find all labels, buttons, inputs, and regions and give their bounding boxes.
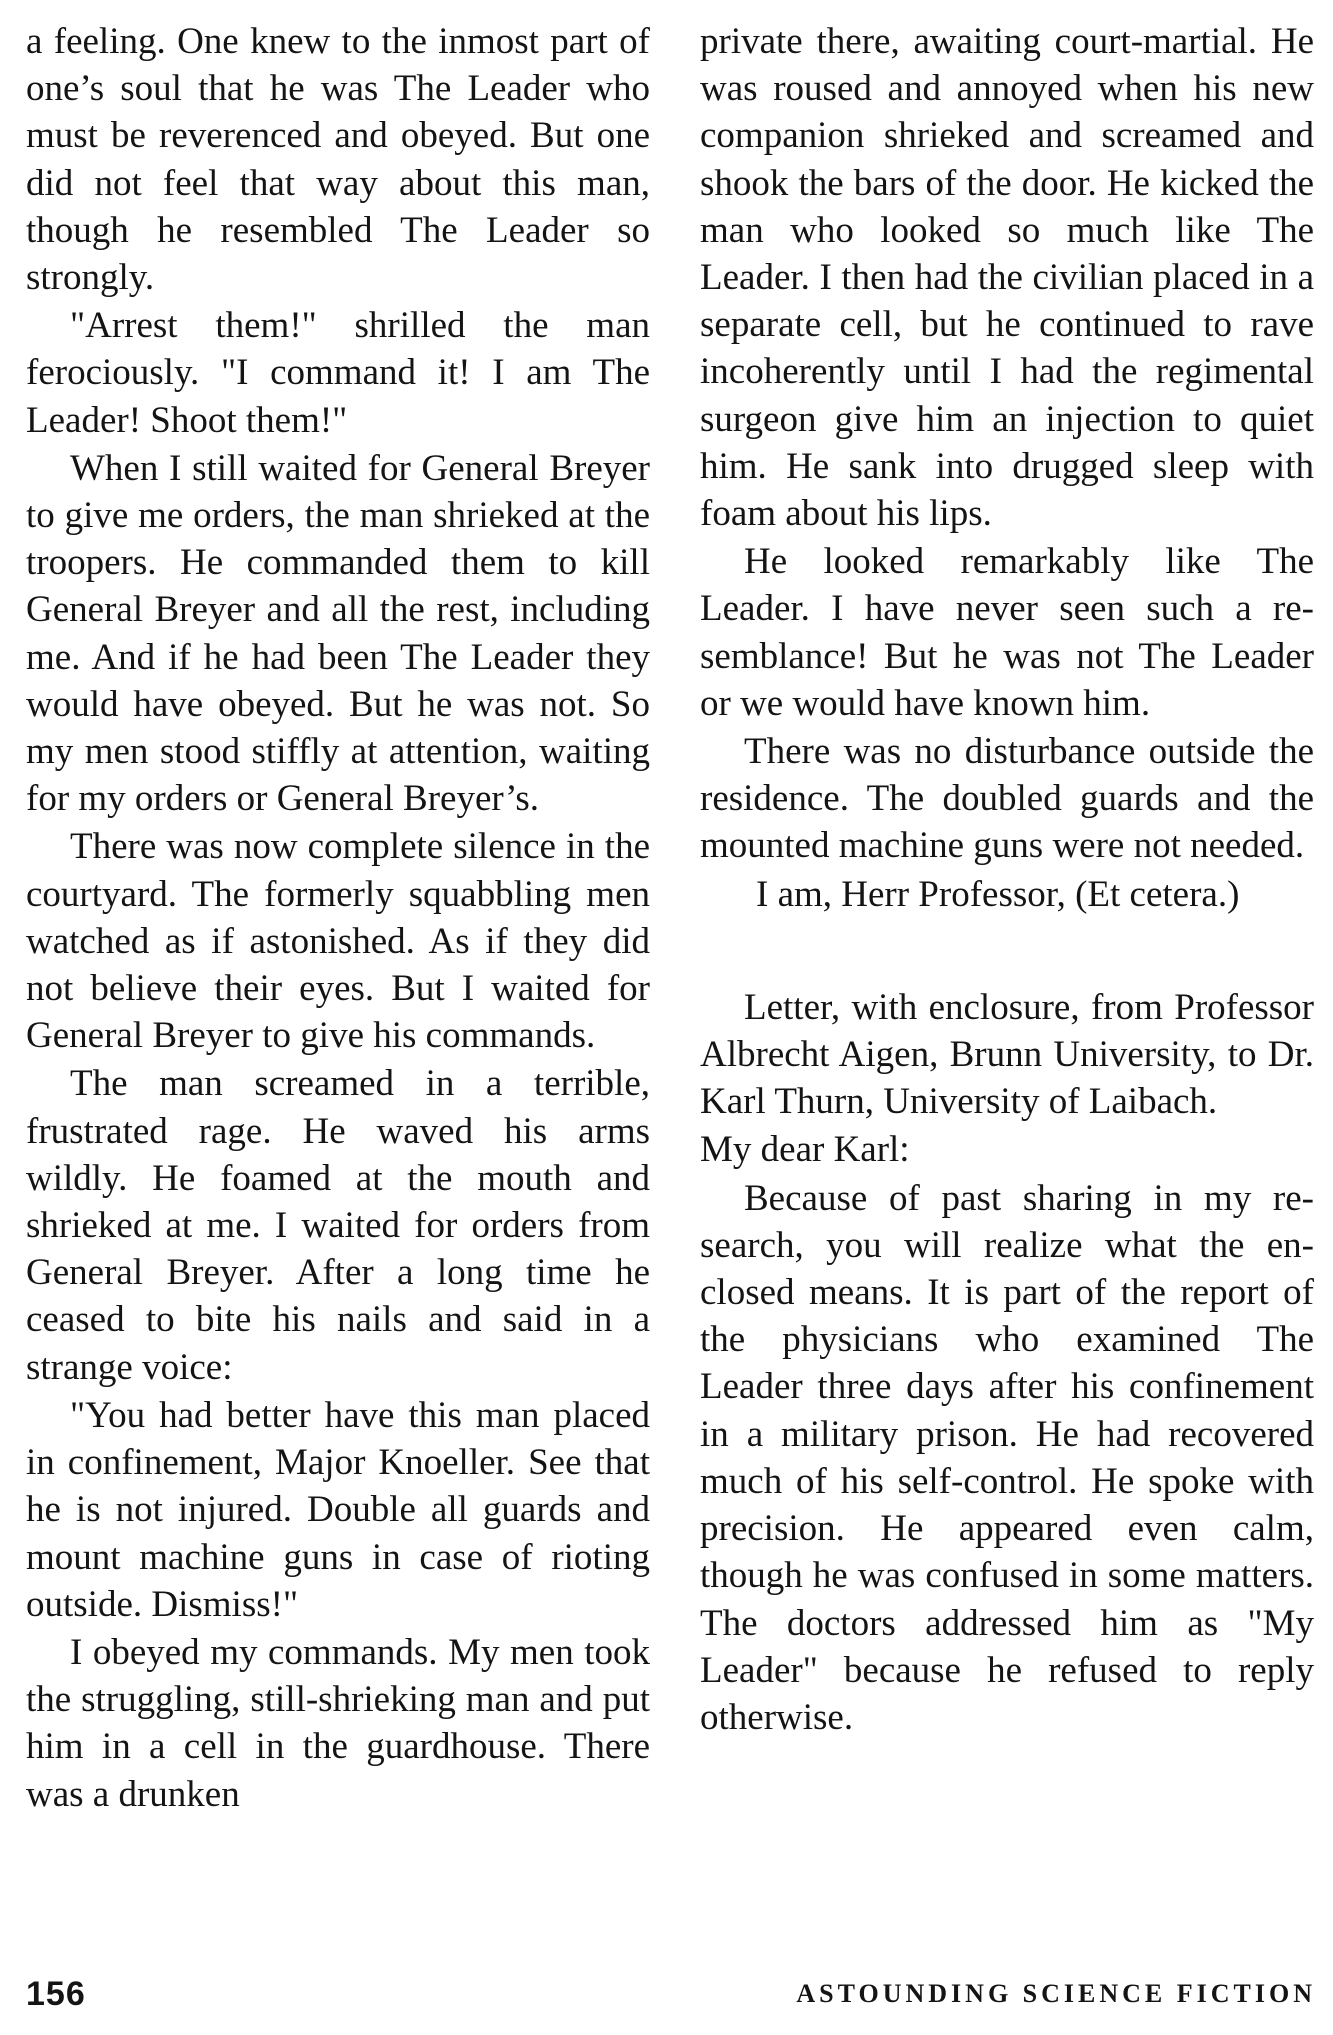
paragraph: There was no disturbance outside the residence. The doubled guards and the mounted machine guns were not needed.: [700, 731, 1314, 867]
letter-closing: I am, Herr Professor, (Et cetera.): [756, 873, 1240, 915]
paragraph: private there, awaiting court-martial. He was roused and annoyed when his new companion shrieked and screamed and shook the bars of the door. He kicked the man who looked so much like The Leader. I then had the civilian placed in a separate cell, but he continued to rave incoherently until I had the regimental surgeon give him an injection to quiet him. He sank into drugged sleep with foam about his lips.: [700, 21, 1314, 535]
letter-heading: Letter, with enclosure, from Professor Albrecht Aigen, Brunn University, to Dr. Karl Thurn, University of Laibach.: [700, 986, 1314, 1123]
paragraph: When I still waited for General Breyer to give me orders, the man shrieked at the troopers. He commanded them to kill General Breyer and all the rest, including me. And if he had been The Leader they would have obeyed. But he was not. So my men stood stiffly at attention, waiting for my orders or General Breyer’s.: [26, 447, 650, 820]
paragraph: a feeling. One knew to the inmost part of one’s soul that he was The Leader who must be reverenced and obeyed. But one did not feel that way about this man, though he resembled The Leader so strongly.: [26, 21, 650, 299]
paragraph: He looked remarkably like The Leader. I have never seen such a resemblance! But he was not The Leader or we would have known him.: [700, 541, 1314, 724]
paragraph: There was now complete silence in the courtyard. The formerly squabbling men watched as if astonished. As if they did not believe their eyes. But I waited for General Breyer to give his commands.: [26, 826, 650, 1057]
paragraph: "You had better have this man placed in confinement, Major Knoeller. See that he is not injured. Double all guards and mount machine guns in case of rioting outside. Dismiss!": [26, 1394, 650, 1625]
page-footer: [26, 1975, 1316, 2019]
letter-body: Because of past sharing in my research, you will realize what the enclosed means. It is part of the report of the physicians who examined The Leader three days after his confinement in a military prison. He had recovered much of his self-control. He spoke with precision. He appeared even calm, though he was confused in some matters. The doctors addressed him as "My Leader" because he refused to reply otherwise.: [700, 1177, 1314, 1738]
page-number: 156: [26, 1975, 86, 2013]
left-column: [26, 18, 650, 1819]
letter-salutation: My dear Karl:: [700, 1129, 910, 1171]
right-column: [700, 18, 1314, 1742]
paragraph: I obeyed my commands. My men took the struggling, still-shrieking man and put him in a cell in the guardhouse. There was a drunken: [26, 1631, 650, 1815]
paragraph: The man screamed in a terrible, frustrated rage. He waved his arms wildly. He foamed at the mouth and shrieked at me. I waited for orders from General Breyer. After a long time he ceased to bite his nails and said in a strange voice:: [26, 1063, 650, 1388]
running-title: ASTOUNDING SCIENCE FICTION: [796, 1979, 1316, 2008]
paragraph: "Arrest them!" shrilled the man ferociously. "I command it! I am The Leader! Shoot them!": [26, 305, 650, 441]
